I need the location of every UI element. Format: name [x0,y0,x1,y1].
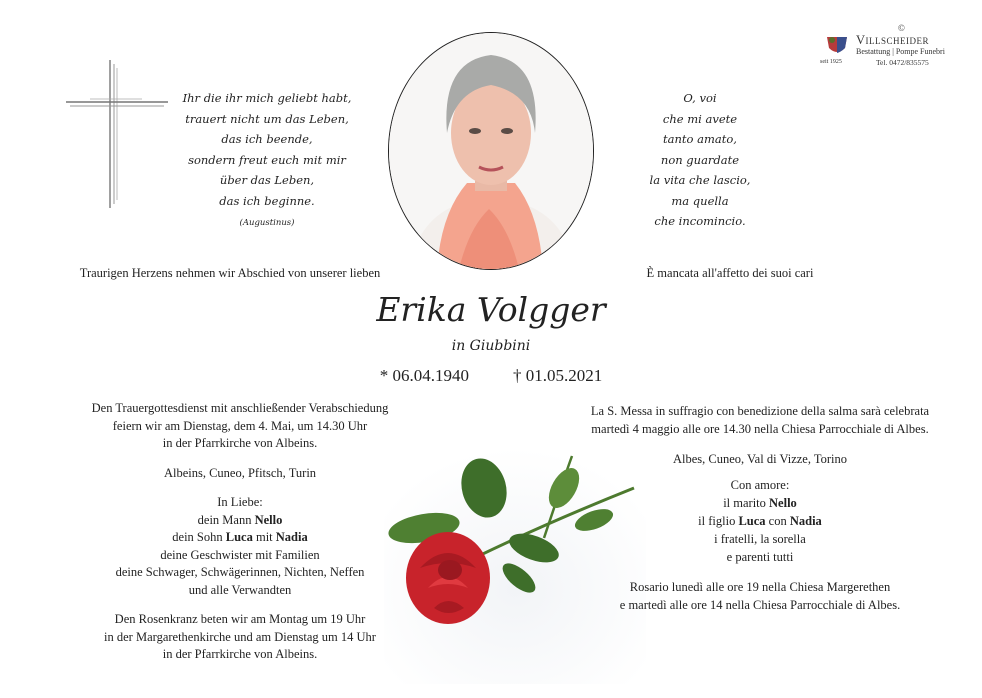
poem-italian [620,88,780,232]
deceased-maiden-name: in Giubbini [451,338,531,354]
poem-author: (Augustinus) [239,218,295,228]
poem-line: das ich beende, [221,132,313,146]
logo-title: Villscheider [856,33,930,47]
poem-line: O, voi [683,91,717,105]
cross-icon [62,58,172,210]
funeral-home-logo [818,23,968,76]
rosary-line: Rosario lunedì alle ore 19 nella Chiesa Margerethen [629,580,891,594]
family-line: il figlio Luca con Nadia [698,514,822,528]
poem-line: che incomincio. [654,214,746,228]
logo-subtitle: Bestattung | Pompe Funebri [856,47,945,56]
service-line: Den Trauergottesdienst mit anschließender Verabschiedung [91,401,389,415]
rosary-line: in der Pfarrkirche von Albeins. [162,647,318,661]
poem-german [172,88,362,234]
logo-phone: Tel. 0472/835575 [876,58,929,67]
logo-copyright: © [898,23,905,33]
rosary-line: in der Margarethenkirche und am Dienstag um 14 Uhr [104,629,376,644]
poem-line: la vita che lascio, [649,173,751,187]
italian-column [560,402,960,614]
poem-line: ma quella [671,193,729,208]
intro-italian: È mancata all'affetto dei suoi cari [646,266,814,280]
poem-line: über das Leben, [219,173,315,187]
family-line: und alle Verwandten [188,582,292,597]
poem-line: das ich beginne. [219,193,315,208]
deceased-name: Erika Volgger [376,290,606,329]
birth-date: * 06.04.1940 [379,366,469,385]
family-line: deine Schwager, Schwägerinnen, Nichten, Neffen [115,565,365,579]
life-dates [0,366,982,386]
service-line: feiern wir am Dienstag, dem 4. Mai, um 14.30 Uhr [112,418,368,433]
family-line: i fratelli, la sorella [714,532,806,546]
poem-line: tanto amato, [663,132,737,146]
service-line: in der Pfarrkirche von Albeins. [162,436,318,450]
poem-line: non guardate [660,152,740,167]
intro-german: Traurigen Herzens nehmen wir Abschied von unserer lieben [79,266,381,280]
logo-since: seit 1925 [820,59,842,65]
portrait-photo [388,32,594,270]
crest-icon [824,34,850,56]
poem-line: sondern freut euch mit mir [188,152,346,167]
places: Albes, Cuneo, Val di Vizze, Torino [672,452,848,466]
family-line: dein Sohn Luca mit Nadia [172,530,308,544]
family-line: dein Mann Nello [197,512,283,527]
poem-line: trauert nicht um das Leben, [185,111,349,126]
rosary-line: Den Rosenkranz beten wir am Montag um 19 Uhr [114,612,366,626]
rosary-line: e martedì alle ore 14 nella Chiesa Parrocchiale di Albes. [619,598,901,612]
love-label: In Liebe: [217,495,263,509]
family-line: il marito Nello [723,496,797,510]
german-column [50,400,430,664]
love-label: Con amore: [730,478,790,492]
poem-line: che mi avete [662,111,738,126]
family-line: deine Geschwister mit Familien [160,547,320,562]
service-line: martedì 4 maggio alle ore 14.30 nella Chiesa Parrocchiale di Albes. [591,422,929,436]
poem-line: Ihr die ihr mich geliebt habt, [182,91,352,105]
death-date: † 01.05.2021 [513,366,603,385]
places: Albeins, Cuneo, Pfitsch, Turin [163,465,317,480]
service-line: La S. Messa in suffragio con benedizione della salma sarà celebrata [590,404,930,418]
family-line: e parenti tutti [726,550,794,564]
